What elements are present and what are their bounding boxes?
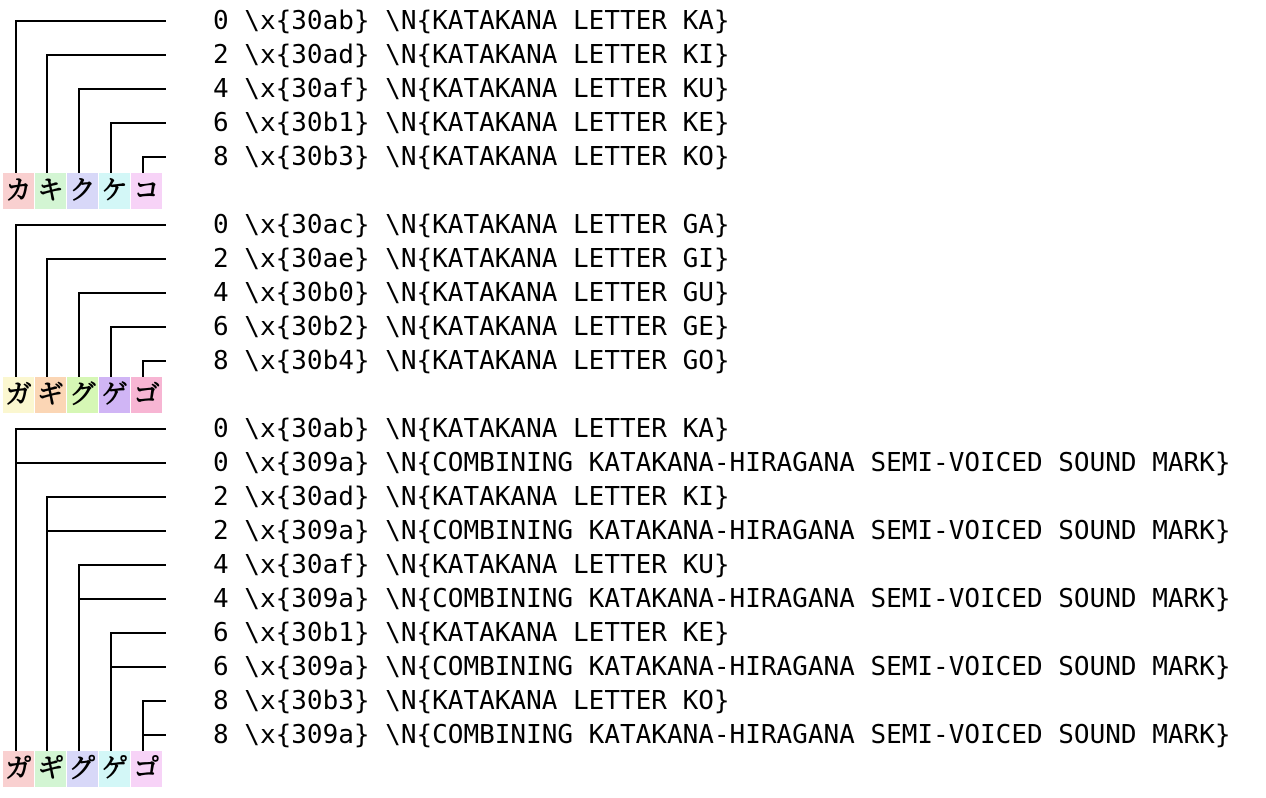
codepoint-row: 6 \x{30b1} \N{KATAKANA LETTER KE} bbox=[213, 108, 730, 138]
connector-horizontal bbox=[111, 122, 166, 124]
connector-vertical bbox=[110, 326, 112, 379]
codepoint-row: 8 \x{30b4} \N{KATAKANA LETTER GO} bbox=[213, 346, 730, 376]
connector-horizontal bbox=[47, 530, 166, 532]
connector-vertical bbox=[78, 292, 80, 379]
katakana-glyph: コ゚ bbox=[131, 751, 162, 787]
katakana-glyph: キ bbox=[35, 173, 66, 209]
connector-horizontal bbox=[16, 224, 166, 226]
codepoint-row: 6 \x{30b2} \N{KATAKANA LETTER GE} bbox=[213, 312, 730, 342]
codepoint-row: 0 \x{30ab} \N{KATAKANA LETTER KA} bbox=[213, 414, 730, 444]
codepoint-row: 8 \x{30b3} \N{KATAKANA LETTER KO} bbox=[213, 686, 730, 716]
connector-vertical bbox=[15, 224, 17, 379]
connector-horizontal bbox=[143, 360, 166, 362]
connector-vertical bbox=[142, 700, 144, 753]
codepoint-row: 6 \x{309a} \N{COMBINING KATAKANA-HIRAGANA SEMI-VOICED SOUND MARK} bbox=[213, 652, 1231, 682]
katakana-glyph: ケ bbox=[99, 173, 130, 209]
connector-horizontal bbox=[111, 326, 166, 328]
codepoint-row: 2 \x{30ae} \N{KATAKANA LETTER GI} bbox=[213, 244, 730, 274]
katakana-glyph: コ bbox=[131, 173, 162, 209]
codepoint-row: 8 \x{30b3} \N{KATAKANA LETTER KO} bbox=[213, 142, 730, 172]
codepoint-row: 4 \x{30b0} \N{KATAKANA LETTER GU} bbox=[213, 278, 730, 308]
connector-vertical bbox=[110, 122, 112, 175]
codepoint-row: 2 \x{30ad} \N{KATAKANA LETTER KI} bbox=[213, 482, 730, 512]
connector-horizontal bbox=[111, 632, 166, 634]
connector-horizontal bbox=[47, 54, 166, 56]
connector-vertical bbox=[15, 20, 17, 175]
katakana-glyph: キ゚ bbox=[35, 751, 66, 787]
connector-horizontal bbox=[79, 292, 166, 294]
connector-vertical bbox=[46, 496, 48, 753]
connector-horizontal bbox=[47, 496, 166, 498]
connector-horizontal bbox=[143, 700, 166, 702]
katakana-glyph: カ bbox=[3, 173, 34, 209]
katakana-glyph: ク゚ bbox=[67, 751, 98, 787]
katakana-glyph: ゴ bbox=[131, 377, 162, 413]
connector-horizontal bbox=[143, 734, 166, 736]
connector-vertical bbox=[110, 632, 112, 753]
katakana-glyph: ギ bbox=[35, 377, 66, 413]
connector-horizontal bbox=[143, 156, 166, 158]
codepoint-row: 4 \x{30af} \N{KATAKANA LETTER KU} bbox=[213, 74, 730, 104]
codepoint-row: 4 \x{309a} \N{COMBINING KATAKANA-HIRAGANA SEMI-VOICED SOUND MARK} bbox=[213, 584, 1231, 614]
connector-horizontal bbox=[79, 598, 166, 600]
connector-vertical bbox=[78, 88, 80, 175]
codepoint-row: 2 \x{30ad} \N{KATAKANA LETTER KI} bbox=[213, 40, 730, 70]
codepoint-row: 8 \x{309a} \N{COMBINING KATAKANA-HIRAGANA SEMI-VOICED SOUND MARK} bbox=[213, 720, 1231, 750]
katakana-glyph: グ bbox=[67, 377, 98, 413]
connector-horizontal bbox=[79, 564, 166, 566]
katakana-glyph: ケ゚ bbox=[99, 751, 130, 787]
codepoint-row: 4 \x{30af} \N{KATAKANA LETTER KU} bbox=[213, 550, 730, 580]
katakana-glyph: カ゚ bbox=[3, 751, 34, 787]
codepoint-row: 0 \x{30ac} \N{KATAKANA LETTER GA} bbox=[213, 210, 730, 240]
connector-horizontal bbox=[47, 258, 166, 260]
katakana-glyph: ガ bbox=[3, 377, 34, 413]
codepoint-row: 0 \x{30ab} \N{KATAKANA LETTER KA} bbox=[213, 6, 730, 36]
connector-vertical bbox=[46, 54, 48, 175]
connector-horizontal bbox=[111, 666, 166, 668]
katakana-glyph: ク bbox=[67, 173, 98, 209]
connector-vertical bbox=[15, 428, 17, 753]
connector-vertical bbox=[78, 564, 80, 753]
connector-horizontal bbox=[16, 462, 166, 464]
codepoint-row: 0 \x{309a} \N{COMBINING KATAKANA-HIRAGANA SEMI-VOICED SOUND MARK} bbox=[213, 448, 1231, 478]
katakana-glyph: ゲ bbox=[99, 377, 130, 413]
connector-horizontal bbox=[16, 428, 166, 430]
connector-vertical bbox=[46, 258, 48, 379]
codepoint-row: 2 \x{309a} \N{COMBINING KATAKANA-HIRAGANA SEMI-VOICED SOUND MARK} bbox=[213, 516, 1231, 546]
connector-horizontal bbox=[79, 88, 166, 90]
codepoint-row: 6 \x{30b1} \N{KATAKANA LETTER KE} bbox=[213, 618, 730, 648]
connector-horizontal bbox=[16, 20, 166, 22]
